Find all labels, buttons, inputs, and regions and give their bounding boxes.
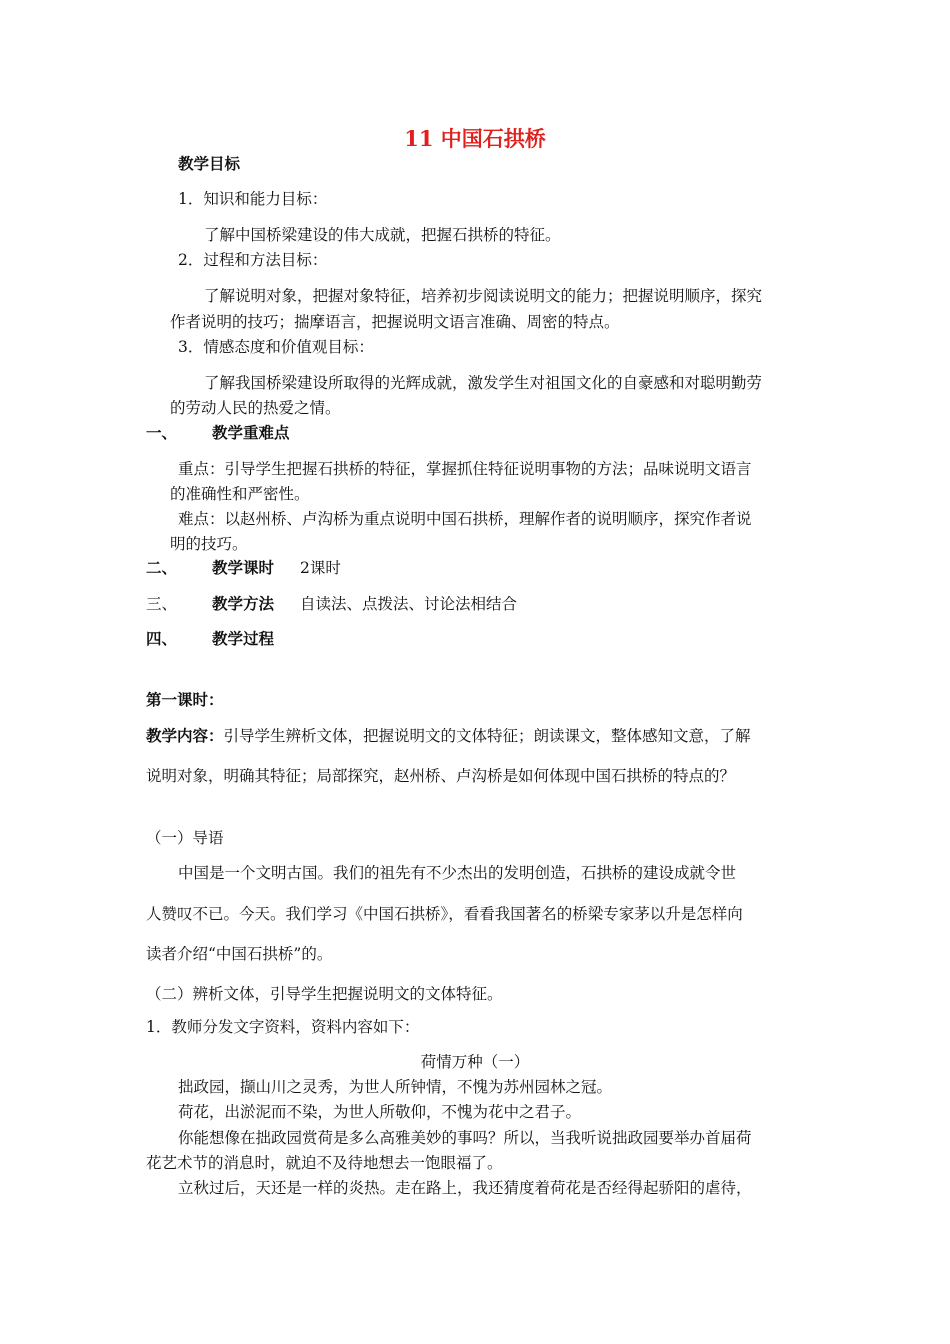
lesson-content-line-2: 说明对象，明确其特征；局部探究，赵州桥、卢沟桥是如何体现中国石拱桥的特点的？ xyxy=(146,767,736,785)
section-2-number: 二、 xyxy=(146,558,178,577)
goal-2-text-line-2: 作者说明的技巧；揣摩语言，把握说明文语言准确、周密的特点。 xyxy=(170,313,620,331)
material-paragraph-4: 立秋过后，天还是一样的炎热。走在路上，我还猜度着荷花是否经得起骄阳的虐待， xyxy=(178,1179,752,1197)
section-3-value: 自读法、点拨法、讨论法相结合 xyxy=(300,595,518,613)
material-title: 荷情万种（一） xyxy=(420,1053,530,1071)
section-3-number: 三、 xyxy=(146,595,178,613)
key-point-line-1: 重点：引导学生把握石拱桥的特征，掌握抓住特征说明事物的方法；品味说明文语言 xyxy=(178,460,752,478)
section-3-title: 教学方法 xyxy=(212,594,275,613)
goals-heading: 教学目标 xyxy=(178,154,241,173)
intro-heading: （一）导语 xyxy=(146,829,224,847)
goal-1-label: 1．知识和能力目标： xyxy=(178,190,328,208)
section-4-title: 教学过程 xyxy=(212,629,275,648)
section-1-number: 一、 xyxy=(146,423,178,442)
goal-2-label: 2．过程和方法目标： xyxy=(178,251,328,269)
material-paragraph-2: 荷花，出淤泥而不染，为世人所敬仰，不愧为花中之君子。 xyxy=(178,1103,582,1121)
section-1-heading xyxy=(146,423,290,443)
difficulty-line-1: 难点：以赵州桥、卢沟桥为重点说明中国石拱桥，理解作者的说明顺序，探究作者说 xyxy=(178,510,752,528)
section-1-title: 教学重难点 xyxy=(212,423,290,442)
lesson-content-text: 引导学生辨析文体，把握说明文的文体特征；朗读课文，整体感知文意，了解 xyxy=(223,727,751,745)
section-2-heading xyxy=(146,558,341,578)
section-2-value: 2课时 xyxy=(300,559,341,577)
intro-line-3: 读者介绍“中国石拱桥”的。 xyxy=(146,945,333,963)
document-title: 11 中国石拱桥 xyxy=(404,126,546,151)
section-4-heading xyxy=(146,629,274,649)
material-paragraph-3-line-2: 花艺术节的消息时，就迫不及待地想去一饱眼福了。 xyxy=(146,1154,503,1172)
goal-2-text-line-1: 了解说明对象，把握对象特征，培养初步阅读说明文的能力；把握说明顺序，探究 xyxy=(204,287,763,305)
goal-3-label: 3．情感态度和价值观目标： xyxy=(178,338,374,356)
goal-3-text-line-1: 了解我国桥梁建设所取得的光辉成就，激发学生对祖国文化的自豪感和对聪明勤劳 xyxy=(204,374,763,392)
material-paragraph-3-line-1: 你能想像在拙政园赏荷是多么高雅美妙的事吗？所以，当我听说拙政园要举办首届荷 xyxy=(178,1129,752,1147)
key-point-line-2: 的准确性和严密性。 xyxy=(170,485,310,503)
intro-line-2: 人赞叹不已。今天。我们学习《中国石拱桥》，看看我国著名的桥梁专家茅以升是怎样向 xyxy=(146,905,743,923)
goal-3-text-line-2: 的劳动人民的热爱之情。 xyxy=(170,399,341,417)
section-3-heading xyxy=(146,594,517,614)
lesson-1-heading: 第一课时： xyxy=(146,690,224,709)
section-2-title: 教学课时 xyxy=(212,558,275,577)
intro-line-1: 中国是一个文明古国。我们的祖先有不少杰出的发明创造，石拱桥的建设成就令世 xyxy=(178,864,737,882)
genre-heading: （二）辨析文体，引导学生把握说明文的文体特征。 xyxy=(146,985,503,1003)
goal-1-text: 了解中国桥梁建设的伟大成就，把握石拱桥的特征。 xyxy=(204,226,561,244)
material-paragraph-1: 拙政园，撷山川之灵秀，为世人所钟情，不愧为苏州园林之冠。 xyxy=(178,1078,613,1096)
difficulty-line-2: 明的技巧。 xyxy=(170,535,248,553)
section-4-number: 四、 xyxy=(146,629,178,648)
lesson-content-line-1 xyxy=(146,726,751,746)
step-1: 1．教师分发文字资料，资料内容如下： xyxy=(146,1018,420,1036)
lesson-content-label: 教学内容： xyxy=(146,726,224,745)
